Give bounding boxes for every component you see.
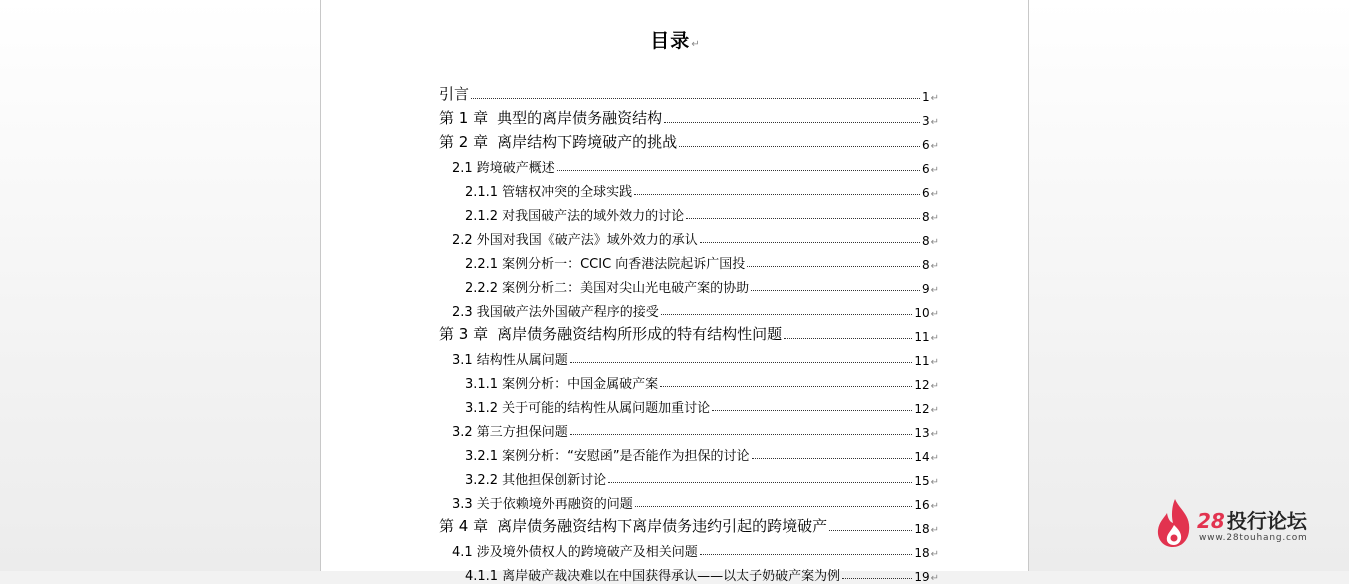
toc-entry-page: 19 — [914, 570, 930, 584]
toc-dot-leader — [679, 145, 920, 147]
toc-entry[interactable] — [439, 464, 939, 488]
toc-entry-number: 3.2.2 — [465, 473, 499, 488]
toc-entry-number: 第 4 章 — [439, 517, 489, 535]
toc-entry-text: 我国破产法外国破产程序的接受 — [476, 305, 659, 320]
toc-entry[interactable] — [439, 488, 939, 512]
paragraph-mark-icon: ↵ — [930, 165, 939, 176]
paragraph-mark-icon: ↵ — [930, 381, 939, 392]
toc-entry[interactable] — [439, 512, 939, 536]
watermark-brand — [1197, 505, 1307, 534]
toc-entry-page: 6 — [921, 138, 930, 152]
toc-entry[interactable] — [439, 320, 939, 344]
toc-entry-number: 3.1.1 — [465, 377, 499, 392]
toc-entry-number: 4.1 — [452, 545, 473, 560]
toc-entry-text: 结构性从属问题 — [476, 353, 568, 368]
toc-entry-text: 跨境破产概述 — [476, 161, 555, 176]
toc-entry[interactable] — [439, 440, 939, 464]
toc-dot-leader — [747, 265, 920, 267]
toc-entry-number: 2.1.2 — [465, 209, 499, 224]
toc-dot-leader — [660, 385, 912, 387]
toc-entry-text: 离岸结构下跨境破产的挑战 — [497, 133, 678, 151]
paragraph-mark-icon: ↵ — [930, 141, 939, 152]
toc-entry-page: 18 — [914, 522, 930, 536]
toc-entry-number: 第 3 章 — [439, 325, 489, 343]
watermark-url: www.28touhang.com — [1199, 533, 1308, 543]
toc-dot-leader — [471, 97, 920, 99]
toc-entry-text: 管辖权冲突的全球实践 — [502, 185, 633, 200]
toc-entry-page: 6 — [921, 186, 930, 200]
toc-entry-text: 典型的离岸债务融资结构 — [497, 109, 663, 127]
paragraph-mark-icon: ↵ — [930, 117, 939, 128]
toc-entry-number: 3.2 — [452, 425, 473, 440]
toc-dot-leader — [829, 529, 912, 531]
paragraph-mark-icon: ↵ — [930, 333, 939, 344]
toc-entry-text: 第三方担保问题 — [476, 425, 568, 440]
paragraph-mark-icon: ↵ — [930, 573, 939, 584]
toc-entry-page: 10 — [914, 306, 930, 320]
toc-entry[interactable] — [439, 344, 939, 368]
toc-entry-text: 涉及境外债权人的跨境破产及相关问题 — [476, 545, 698, 560]
paragraph-mark-icon: ↵ — [930, 453, 939, 464]
toc-entry-number: 3.1.2 — [465, 401, 499, 416]
paragraph-mark-icon: ↵ — [691, 39, 701, 50]
toc-dot-leader — [712, 409, 912, 411]
toc-entry-number: 第 1 章 — [439, 109, 489, 127]
toc-entry-number: 3.2.1 — [465, 449, 499, 464]
paragraph-mark-icon: ↵ — [930, 213, 939, 224]
toc-entry[interactable] — [439, 560, 939, 584]
toc-entry[interactable] — [439, 416, 939, 440]
paragraph-mark-icon: ↵ — [930, 237, 939, 248]
paragraph-mark-icon: ↵ — [930, 93, 939, 104]
toc-entry-text: 其他担保创新讨论 — [502, 473, 607, 488]
toc-entry-number: 2.2.2 — [465, 281, 499, 296]
toc-entry[interactable] — [439, 200, 939, 224]
watermark-logo — [1155, 497, 1335, 549]
toc-dot-leader — [557, 169, 920, 171]
paragraph-mark-icon: ↵ — [930, 477, 939, 488]
toc-entry-text: 离岸债务融资结构所形成的特有结构性问题 — [497, 325, 783, 343]
toc-dot-leader — [634, 193, 920, 195]
toc-entry-text: 对我国破产法的域外效力的讨论 — [502, 209, 685, 224]
toc-entry-page: 16 — [914, 498, 930, 512]
toc-entry[interactable] — [439, 152, 939, 176]
toc-entry[interactable] — [439, 176, 939, 200]
watermark-brand-name: 投行论坛 — [1226, 509, 1307, 533]
toc-entry-page: 8 — [921, 258, 930, 272]
paragraph-mark-icon: ↵ — [930, 429, 939, 440]
toc-entry[interactable] — [439, 392, 939, 416]
toc-entry[interactable] — [439, 80, 939, 104]
toc-entry[interactable] — [439, 224, 939, 248]
paragraph-mark-icon: ↵ — [930, 285, 939, 296]
toc-entry-page: 6 — [921, 162, 930, 176]
toc-entry-page: 8 — [921, 210, 930, 224]
toc-dot-leader — [570, 361, 913, 363]
toc-entry[interactable] — [439, 272, 939, 296]
paragraph-mark-icon: ↵ — [930, 501, 939, 512]
toc-dot-leader — [700, 241, 920, 243]
toc-dot-leader — [664, 121, 920, 123]
paragraph-mark-icon: ↵ — [930, 405, 939, 416]
paragraph-mark-icon: ↵ — [930, 309, 939, 320]
toc-entry-text: 案例分析：“安慰函”是否能作为担保的讨论 — [502, 449, 750, 464]
document-page — [320, 0, 1029, 584]
toc-entry[interactable] — [439, 296, 939, 320]
toc-dot-leader — [700, 553, 913, 555]
toc-title — [321, 26, 1030, 53]
toc-entry[interactable] — [439, 128, 939, 152]
toc-entry-page: 12 — [914, 402, 930, 416]
toc-entry-page: 18 — [914, 546, 930, 560]
toc-entry-page: 13 — [914, 426, 930, 440]
toc-dot-leader — [751, 289, 920, 291]
toc-dot-leader — [842, 577, 912, 579]
toc-entry-number: 3.1 — [452, 353, 473, 368]
paragraph-mark-icon: ↵ — [930, 525, 939, 536]
toc-entry-number: 2.1.1 — [465, 185, 499, 200]
toc-entry-number: 4.1.1 — [465, 569, 499, 584]
toc-entry-page: 8 — [921, 234, 930, 248]
toc-entry-text: 离岸债务融资结构下离岸债务违约引起的跨境破产 — [497, 517, 828, 535]
toc-title-text: 目录 — [650, 30, 691, 52]
watermark-brand-number: 28 — [1197, 509, 1225, 533]
toc-entry-page: 15 — [914, 474, 930, 488]
toc-entry-text: 案例分析一：CCIC 向香港法院起诉广国投 — [502, 257, 746, 272]
toc-entry-page: 11 — [914, 354, 930, 368]
toc-entry-page: 3 — [921, 114, 930, 128]
toc-entry-text: 案例分析二：美国对尖山光电破产案的协助 — [502, 281, 750, 296]
toc-entry[interactable] — [439, 368, 939, 392]
toc-entry-page: 11 — [914, 330, 930, 344]
toc-entry-page: 9 — [921, 282, 930, 296]
toc-dot-leader — [635, 505, 913, 507]
toc-entry-number: 2.3 — [452, 305, 473, 320]
table-of-contents — [439, 80, 939, 584]
toc-dot-leader — [570, 433, 913, 435]
toc-entry-page: 12 — [914, 378, 930, 392]
toc-entry-text: 引言 — [439, 85, 470, 103]
toc-entry-text: 离岸破产裁决难以在中国获得承认——以太子奶破产案为例 — [502, 569, 841, 584]
toc-entry-number: 第 2 章 — [439, 133, 489, 151]
toc-entry-page: 14 — [914, 450, 930, 464]
toc-dot-leader — [661, 313, 913, 315]
toc-entry-number: 2.2 — [452, 233, 473, 248]
toc-entry-number: 2.2.1 — [465, 257, 499, 272]
toc-entry-text: 案例分析：中国金属破产案 — [502, 377, 659, 392]
toc-dot-leader — [752, 457, 913, 459]
toc-entry-text: 关于可能的结构性从属问题加重讨论 — [502, 401, 711, 416]
toc-entry-number: 3.3 — [452, 497, 473, 512]
toc-entry[interactable] — [439, 536, 939, 560]
toc-dot-leader — [608, 481, 912, 483]
toc-entry[interactable] — [439, 104, 939, 128]
toc-dot-leader — [686, 217, 920, 219]
paragraph-mark-icon: ↵ — [930, 549, 939, 560]
toc-dot-leader — [784, 337, 912, 339]
toc-entry-number: 2.1 — [452, 161, 473, 176]
paragraph-mark-icon: ↵ — [930, 357, 939, 368]
paragraph-mark-icon: ↵ — [930, 189, 939, 200]
flame-icon — [1155, 497, 1195, 549]
toc-entry-text: 关于依赖境外再融资的问题 — [476, 497, 633, 512]
toc-entry-text: 外国对我国《破产法》域外效力的承认 — [476, 233, 698, 248]
toc-entry-page: 1 — [921, 90, 930, 104]
paragraph-mark-icon: ↵ — [930, 261, 939, 272]
toc-entry[interactable] — [439, 248, 939, 272]
